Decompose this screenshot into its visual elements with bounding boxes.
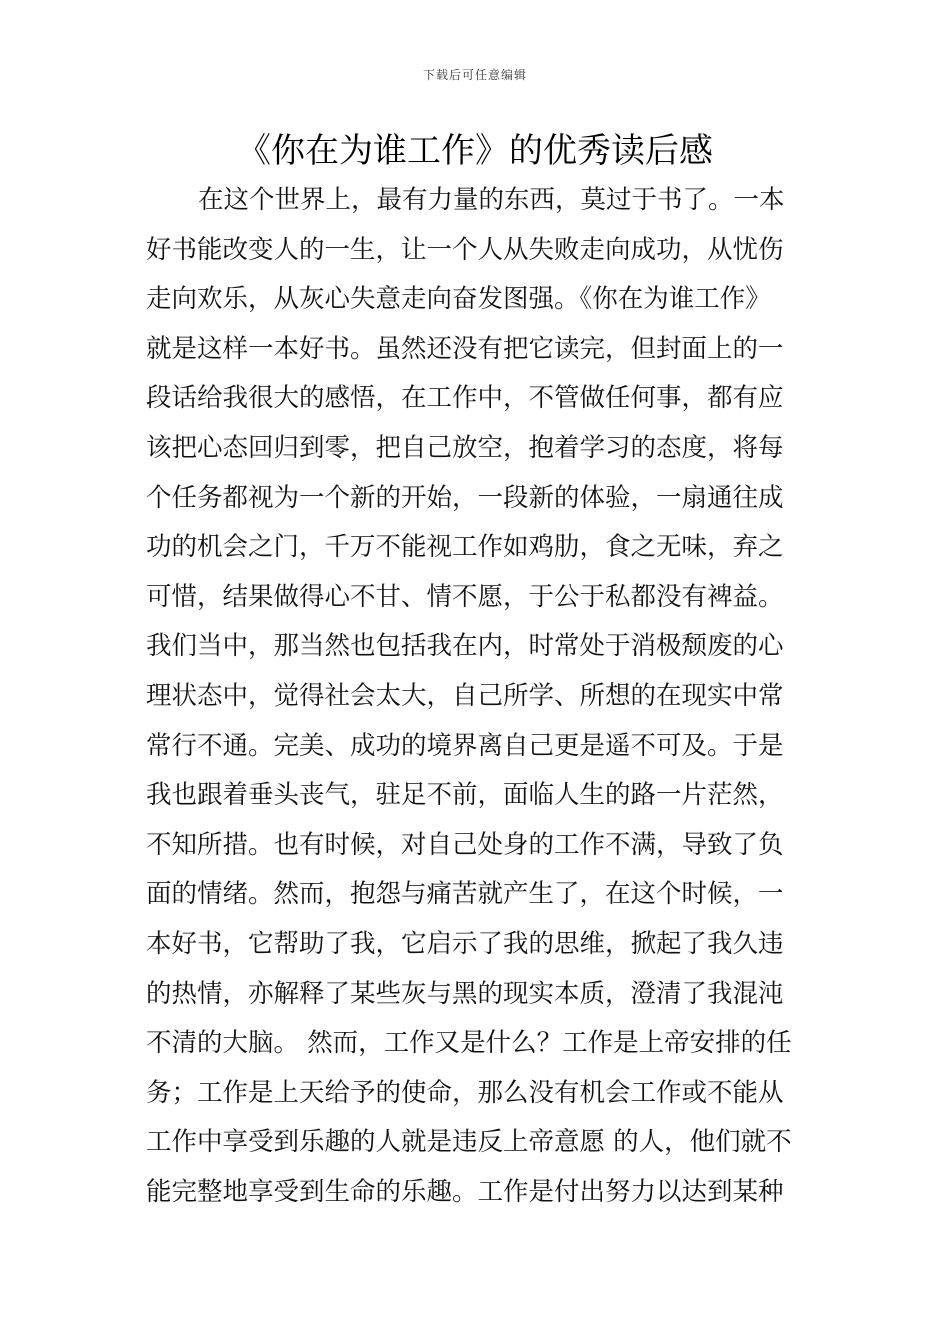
text-line: 常行不通。完美、成功的境界离自己更是遥不可及。于是 <box>146 730 784 761</box>
text-line: 面的情绪。然而，抱怨与痛苦就产生了，在这个时候，一 <box>146 879 784 910</box>
text-line: 能完整地享受到生命的乐趣。工作是付出努力以达到某种 <box>146 1176 784 1207</box>
text-line: 在这个世界上，最有力量的东西，莫过于书了。一本 <box>198 185 785 215</box>
text-line: 走向欢乐，从灰心失意走向奋发图强。《你在为谁工作》 <box>146 284 771 315</box>
text-line: 好书能改变人的一生，让一个人从失败走向成功，从忧伤 <box>146 234 784 265</box>
text-line: 可惜，结果做得心不甘、情不愿，于公于私都没有裨益。 <box>146 581 784 612</box>
text-line: 个任务都视为一个新的开始，一段新的体验，一扇通往成 <box>146 482 784 513</box>
text-line: 本好书，它帮助了我，它启示了我的思维，掀起了我久违 <box>146 928 784 959</box>
text-line: 就是这样一本好书。虽然还没有把它读完，但封面上的一 <box>146 333 784 364</box>
header-note: 下载后可任意编辑 <box>422 68 527 82</box>
text-line: 不知所措。也有时候，对自己处身的工作不满，导致了负 <box>146 829 784 860</box>
text-line: 工作中享受到乐趣的人就是违反上帝意愿 的人，他们就不 <box>146 1127 792 1158</box>
body-text <box>146 176 812 1217</box>
text-line: 的热情，亦解释了某些灰与黑的现实本质，澄清了我混沌 <box>146 978 784 1009</box>
text-line: 功的机会之门，千万不能视工作如鸡肋，食之无味，弃之 <box>146 532 784 563</box>
text-line: 理状态中，觉得社会太大，自己所学、所想的在现实中常 <box>146 680 784 711</box>
text-line: 段话给我很大的感悟，在工作中，不管做任何事，都有应 <box>146 383 784 414</box>
text-line: 务；工作是上天给予的使命，那么没有机会工作或不能从 <box>146 1077 784 1108</box>
text-line: 我也跟着垂头丧气，驻足不前，面临人生的路一片茫然， <box>146 780 784 811</box>
text-line: 不清的大脑。 然而，工作又是什么？工作是上帝安排的任 <box>146 1028 792 1059</box>
text-line: 该把心态回归到零，把自己放空，抱着学习的态度，将每 <box>146 432 784 463</box>
text-line: 我们当中，那当然也包括我在内，时常处于消极颓废的心 <box>146 631 784 662</box>
document-title: 《你在为谁工作》的优秀读后感 <box>237 131 713 171</box>
